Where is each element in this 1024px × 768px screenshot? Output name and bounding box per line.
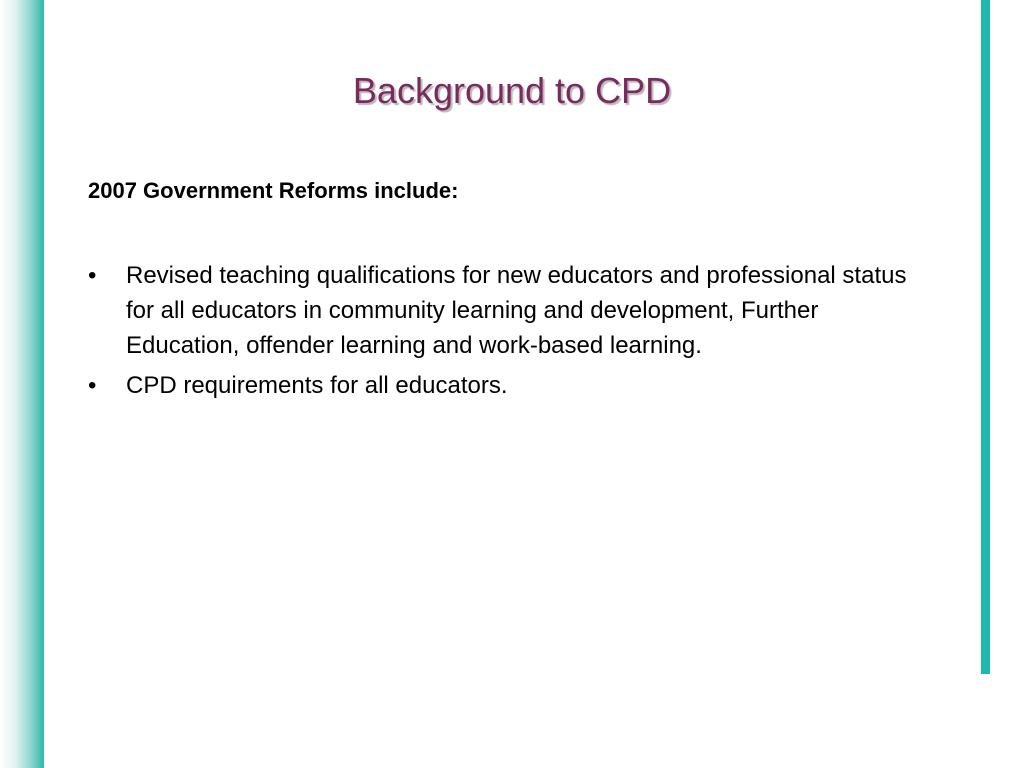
bullet-marker: • [88,372,97,399]
bullet-marker: • [88,262,97,289]
bullet-text: Revised teaching qualifications for new educators and professional status for all educators in community learning and development, Further Education, offender learning and work-based learning. [126,262,907,359]
left-gradient-bar [0,0,44,768]
slide-title: Background to CPD [352,70,672,111]
slide-subheading: 2007 Government Reforms include: [88,178,459,203]
bullet-item [88,368,928,403]
bullet-list [88,258,928,408]
bullet-text: CPD requirements for all educators. [126,372,508,399]
bullet-item [88,258,928,363]
